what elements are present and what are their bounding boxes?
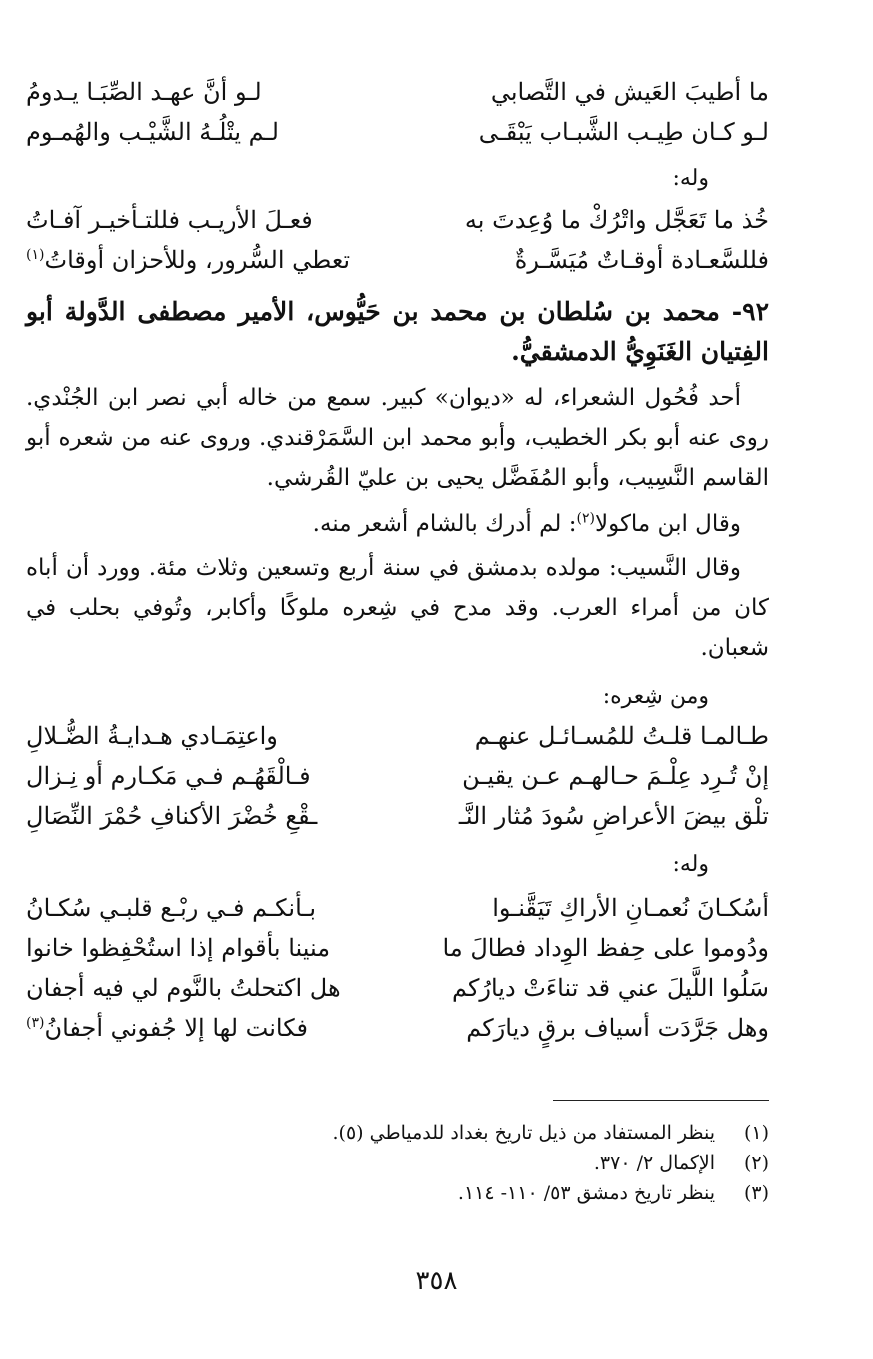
- section-label: ومن شِعره:: [602, 684, 709, 709]
- verse-line: [26, 888, 769, 928]
- footnote-ref: (٢): [576, 510, 595, 527]
- top-poem: [26, 72, 769, 152]
- page-number: ٣٥٨: [415, 1266, 458, 1296]
- verse-first-hemistich: خُذ ما تَعَجَّل واتْرُكْ ما وُعِدتَ به: [464, 206, 769, 234]
- verse-second-hemistich: فعـلَ الأريـب فللتـأخيـر آفـاتُ: [26, 206, 313, 234]
- biography-paragraph: [26, 504, 769, 544]
- verse-second-hemistich: [26, 240, 350, 280]
- verse-second-hemistich: ـقْعِ خُضْرَ الأكنافِ حُمْرَ النِّصَالِ: [26, 802, 318, 830]
- verse-first-hemistich: أسُكـانَ نُعمـانِ الأراكِ تَيَقَّنـوا: [492, 894, 769, 922]
- section-label: وله:: [672, 166, 709, 191]
- footnote-number: (٣): [743, 1182, 769, 1204]
- verse-first-hemistich: تلْق بيضَ الأعراضِ سُودَ مُثار النَّـ: [458, 802, 769, 830]
- verse-first-hemistich: طـالمـا قلـتُ للمُسـائـل عنهـم: [474, 722, 769, 750]
- paragraph-text: وقال ابن ماكولا: [594, 511, 741, 537]
- footnote-ref: (١): [26, 247, 45, 263]
- verse-first-hemistich: سَلُوا اللَّيلَ عني قد تناءَتْ ديارُكم: [451, 974, 769, 1002]
- poem-3: [26, 716, 769, 836]
- footnote-ref: (٣): [26, 1015, 45, 1031]
- verse-first-hemistich: ودُوموا على حِفظ الوِداد فطالَ ما: [442, 934, 769, 962]
- verse-line: [26, 200, 769, 240]
- footnotes: [60, 1118, 769, 1208]
- footnote-number: (١): [743, 1122, 769, 1144]
- verse-line: [26, 112, 769, 152]
- verse-first-hemistich: إنْ تُـرِد عِلْـمَ حـالهـم عـن يقيـن: [462, 762, 769, 790]
- section-label: وله:: [672, 852, 709, 877]
- footnote-text: الإكمال ٢/ ٣٧٠.: [593, 1152, 715, 1174]
- verse-line: [26, 968, 769, 1008]
- biography-paragraph: أحد فُحُول الشعراء، له «ديوان» كبير. سمع من خاله أبي نصر ابن الجُنْدي. روى عنه أبو بكر الخطيب، وأبو محمد ابن السَّمَرْقندي. وروى عنه من شعره أبو القاسم النَّسِيب، وأبو المُفَضَّل يحيى بن عليّ القُرشي.: [26, 385, 769, 491]
- footnote: [60, 1148, 769, 1178]
- verse-line: [26, 716, 769, 756]
- entry-heading: ٩٢- محمد بن سُلطان بن محمد بن حَيُّوس، الأمير مصطفى الدَّولة أبو الفِتيان الغَنَوِيُّ الدمشقيُّ.: [26, 297, 769, 366]
- verse-first-hemistich: فللسَّعـادة أوقـاتٌ مُيَسَّـرةٌ: [514, 246, 769, 274]
- verse-first-hemistich: وهل جَرَّدَت أسياف برقٍ ديارَكم: [466, 1014, 769, 1042]
- verse-second-hemistich: منينا بأقوام إذا استُحْفِظوا خانوا: [26, 934, 331, 962]
- verse-line: [26, 928, 769, 968]
- verse-second-hemistich: بـأنكـم فـي ربْـع قلبـي سُكـانُ: [26, 894, 317, 922]
- verse-second-hemistich: لـو أنَّ عهـد الصِّبَـا يـدومُ: [26, 78, 262, 106]
- poem-4: [26, 888, 769, 1048]
- footnote-number: (٢): [743, 1152, 769, 1174]
- verse-text: فكانت لها إلا جُفوني أجفانُ: [44, 1014, 308, 1042]
- footnote-text: ينظر تاريخ دمشق ٥٣/ ١١٠- ١١٤.: [457, 1182, 715, 1204]
- verse-first-hemistich: لـو كـان طِيـب الشَّبـاب يَبْقَـى: [478, 118, 769, 146]
- verse-second-hemistich: واعتِمَـادي هـدايـةُ الضُّـلالِ: [26, 722, 278, 750]
- verse-text: تعطي السُّرور، وللأحزان أوقاتُ: [44, 246, 351, 274]
- footnote: [60, 1118, 769, 1148]
- footnote: [60, 1178, 769, 1208]
- verse-second-hemistich: فـالْقَهُـم فـي مَكـارم أو نِـزال: [26, 762, 311, 790]
- verse-second-hemistich: هل اكتحلتُ بالنَّوم لي فيه أجفان: [26, 974, 341, 1002]
- verse-line: [26, 756, 769, 796]
- verse-second-hemistich: لـم يتْلُـهُ الشَّيْـب والهُمـوم: [26, 118, 279, 146]
- verse-second-hemistich: [26, 1008, 308, 1048]
- verse-line: [26, 240, 769, 280]
- verse-first-hemistich: ما أطيبَ العَيش في التَّصابي: [490, 78, 769, 106]
- verse-line: [26, 1008, 769, 1048]
- poem-2: [26, 200, 769, 280]
- verse-line: [26, 796, 769, 836]
- paragraph-text: : لم أدرك بالشام أشعر منه.: [312, 511, 577, 537]
- biography-paragraph: وقال النَّسيب: مولده بدمشق في سنة أربع وتسعين وثلاث مئة. وورد أن أباه كان من أمراء العرب. وقد مدح في شِعره ملوكًا وأكابر، وتُوفي بحلب في شعبان.: [26, 555, 769, 661]
- verse-line: [26, 72, 769, 112]
- footnote-divider: [553, 1100, 769, 1101]
- footnote-text: ينظر المستفاد من ذيل تاريخ بغداد للدمياطي (٥).: [332, 1122, 715, 1144]
